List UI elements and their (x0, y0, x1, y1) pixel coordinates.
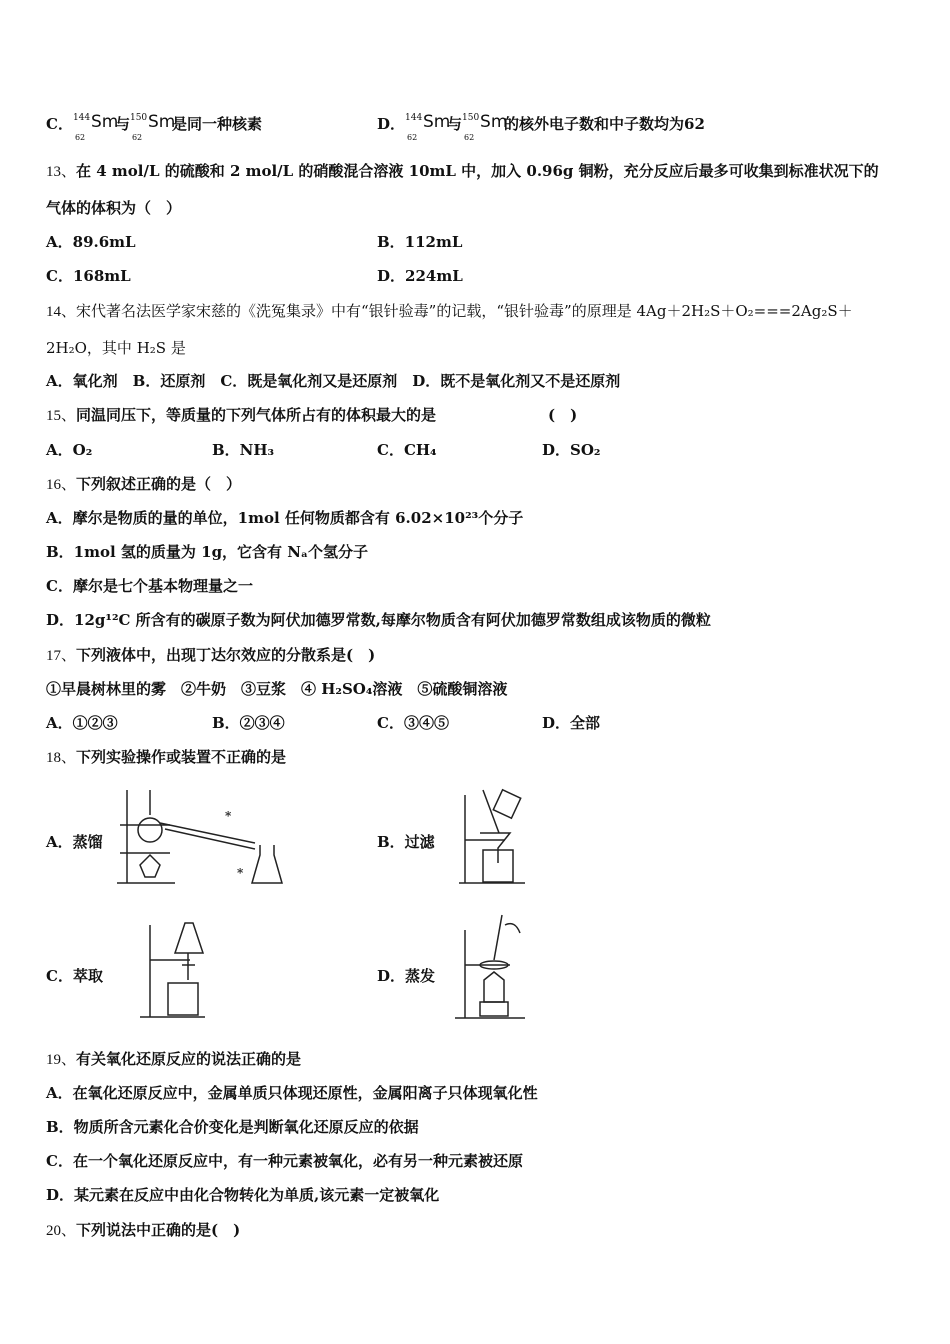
q16-option-a: A．摩尔是物质的量的单位，1mol 任何物质都含有 6.02×10²³个分子 (46, 509, 524, 527)
isotope-sm-150: 150 62 Sm (462, 112, 508, 142)
q13-option-b: B．112mL (377, 233, 463, 251)
q12-option-d: D． 144 62 Sm 与 150 62 Sm 的核外电子数和中子数均为62 (377, 112, 705, 142)
q13-stem-cont: 气体的体积为（ ） (46, 199, 182, 217)
q15-option-c: C．CH₄ (377, 441, 437, 459)
q15-option-b: B．NH₃ (212, 441, 275, 459)
q17-items: ①早晨树林里的雾 ②牛奶 ③豆浆 ④ H₂SO₄溶液 ⑤硫酸铜溶液 (46, 680, 508, 698)
q16-option-d: D．12g¹²C 所含有的碳原子数为阿伏加德罗常数,每摩尔物质含有阿伏加德罗常数组成该物质的微粒 (46, 611, 711, 629)
q14-stem-cont: 2H₂O，其中 H₂S 是 (46, 339, 186, 357)
isotope-sm-144: 144 62 Sm (405, 112, 451, 142)
q15-stem: 15、同温同压下，等质量的下列气体所占有的体积最大的是 ( ) (46, 406, 578, 424)
q18-option-d: D．蒸发 (377, 967, 436, 985)
q13-option-d: D．224mL (377, 267, 463, 285)
q16-option-c: C．摩尔是七个基本物理量之一 (46, 577, 253, 595)
q17-option-c: C．③④⑤ (377, 714, 449, 732)
filtration-apparatus-image (455, 785, 535, 890)
q13-stem: 13、在 4 mol/L 的硫酸和 2 mol/L 的硝酸混合溶液 10mL 中，加入 0.96g 铜粉，充分反应后最多可收集到标准状况下的 (46, 162, 879, 180)
q16-stem: 16、下列叙述正确的是（ ） (46, 475, 242, 493)
q14-options: A．氧化剂 B．还原剂 C．既是氧化剂又是还原剂 D．既不是氧化剂又不是还原剂 (46, 372, 621, 390)
isotope-sm-144: 144 62 Sm (72, 112, 119, 142)
q14-stem: 14、宋代著名法医学家宋慈的《洗冤集录》中有“银针验毒”的记载，“银针验毒”的原理是 4Ag＋2H₂S＋O₂===2Ag₂S＋ (46, 302, 853, 320)
q13-option-c: C．168mL (46, 267, 131, 285)
q16-option-b: B．1mol 氢的质量为 1g，它含有 Nₐ个氢分子 (46, 543, 368, 561)
q17-option-b: B．②③④ (212, 714, 285, 732)
q17-stem: 17、下列液体中，出现丁达尔效应的分散系是( ) (46, 646, 376, 664)
q19-stem: 19、有关氧化还原反应的说法正确的是 (46, 1050, 302, 1068)
q17-option-d: D．全部 (542, 714, 601, 732)
q18-option-b: B．过滤 (377, 833, 435, 851)
q19-option-b: B．物质所含元素化合价变化是判断氧化还原反应的依据 (46, 1118, 419, 1136)
q19-option-c: C．在一个氧化还原反应中，有一种元素被氧化，必有另一种元素被还原 (46, 1152, 523, 1170)
q18-stem: 18、下列实验操作或装置不正确的是 (46, 748, 287, 766)
q19-option-d: D．某元素在反应中由化合物转化为单质,该元素一定被氧化 (46, 1186, 440, 1204)
q15-option-d: D．SO₂ (542, 441, 601, 459)
isotope-sm-150: 150 62 Sm (129, 112, 176, 142)
distillation-apparatus-image (115, 785, 290, 890)
q12-option-c: C． 144 62 Sm 与 150 62 Sm 是同一种核素 (46, 112, 262, 142)
svg-text:*: * (225, 809, 232, 823)
q18-option-c: C．萃取 (46, 967, 103, 985)
extraction-apparatus-image (130, 915, 210, 1025)
q13-option-a: A．89.6mL (46, 233, 136, 251)
q19-option-a: A．在氧化还原反应中，金属单质只体现还原性，金属阳离子只体现氧化性 (46, 1084, 538, 1102)
q15-option-a: A．O₂ (46, 441, 93, 459)
q20-stem: 20、下列说法中正确的是( ) (46, 1221, 241, 1239)
evaporation-apparatus-image (450, 910, 530, 1025)
q18-option-a: A．蒸馏 (46, 833, 103, 851)
svg-text:*: * (237, 866, 244, 880)
q17-option-a: A．①②③ (46, 714, 118, 732)
